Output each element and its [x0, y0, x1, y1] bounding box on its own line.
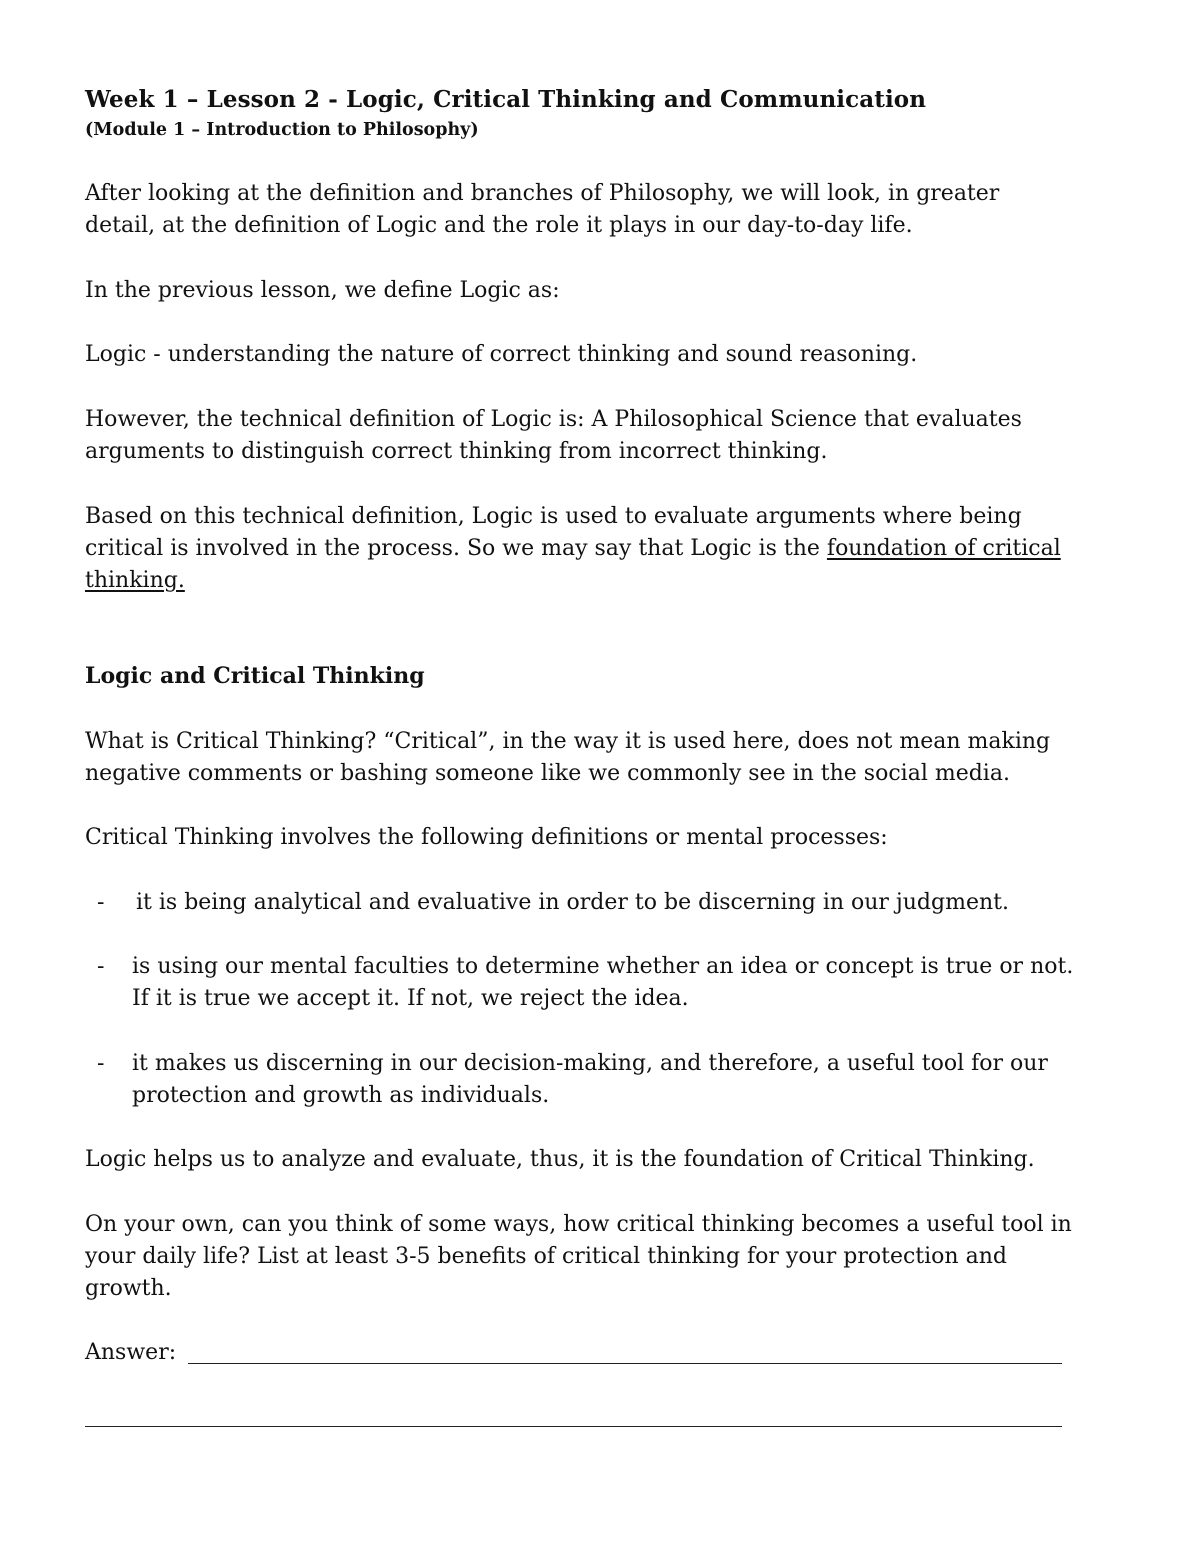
answer-line-2[interactable]: [85, 1426, 1062, 1427]
bullet-2-line-2: If it is true we accept it. If not, we reject the idea.: [132, 986, 689, 1011]
what-is-line-1: What is Critical Thinking? “Critical”, in the way it is used here, does not mean making: [85, 729, 1051, 754]
bullet-3-line-1: it makes us discerning in our decision-making, and therefore, a useful tool for our: [132, 1051, 1048, 1076]
answer-label: Answer:: [85, 1340, 177, 1365]
bullet-3-line-2: protection and growth as individuals.: [132, 1083, 550, 1108]
section-heading: Logic and Critical Thinking: [85, 663, 425, 689]
intro-line-2: detail, at the definition of Logic and the role it plays in our day-to-day life.: [85, 213, 913, 238]
conclusion-text: Logic helps us to analyze and evaluate, thus, it is the foundation of Critical Thinking.: [85, 1147, 1035, 1172]
bullet-1-line-1: it is being analytical and evaluative in order to be discerning in our judgment.: [136, 890, 1009, 915]
page-subtitle: (Module 1 – Introduction to Philosophy): [85, 120, 479, 140]
involves-text: Critical Thinking involves the following definitions or mental processes:: [85, 825, 888, 850]
based-on-line-2-plain: critical is involved in the process. So we may say that Logic is the: [85, 536, 827, 561]
foundation-underlined-text: foundation of critical: [826, 536, 1061, 561]
thinking-underlined-text: thinking.: [85, 568, 185, 593]
prompt-line-3: growth.: [85, 1276, 172, 1301]
answer-line-1[interactable]: [188, 1363, 1062, 1364]
what-is-line-2: negative comments or bashing someone like we commonly see in the social media.: [85, 761, 1010, 786]
based-on-line-1: Based on this technical definition, Logic is used to evaluate arguments where being: [85, 504, 1022, 529]
intro-line-1: After looking at the definition and branches of Philosophy, we will look, in greater: [85, 181, 1000, 206]
based-on-line-2: [85, 533, 1061, 565]
page-title: Week 1 – Lesson 2 - Logic, Critical Thinking and Communication: [85, 86, 927, 113]
bullet-marker: -: [97, 890, 105, 915]
bullet-marker: -: [97, 954, 105, 979]
previous-lesson-text: In the previous lesson, we define Logic as:: [85, 278, 560, 303]
technical-line-2: arguments to distinguish correct thinking from incorrect thinking.: [85, 439, 828, 464]
logic-definition: Logic - understanding the nature of correct thinking and sound reasoning.: [85, 342, 918, 367]
technical-line-1: However, the technical definition of Logic is: A Philosophical Science that evaluates: [85, 407, 1022, 432]
prompt-line-1: On your own, can you think of some ways, how critical thinking becomes a useful tool in: [85, 1212, 1072, 1237]
prompt-line-2: your daily life? List at least 3-5 benefits of critical thinking for your protection and: [85, 1244, 1007, 1269]
bullet-2-line-1: is using our mental faculties to determine whether an idea or concept is true or not.: [132, 954, 1074, 979]
bullet-marker: -: [97, 1051, 105, 1076]
